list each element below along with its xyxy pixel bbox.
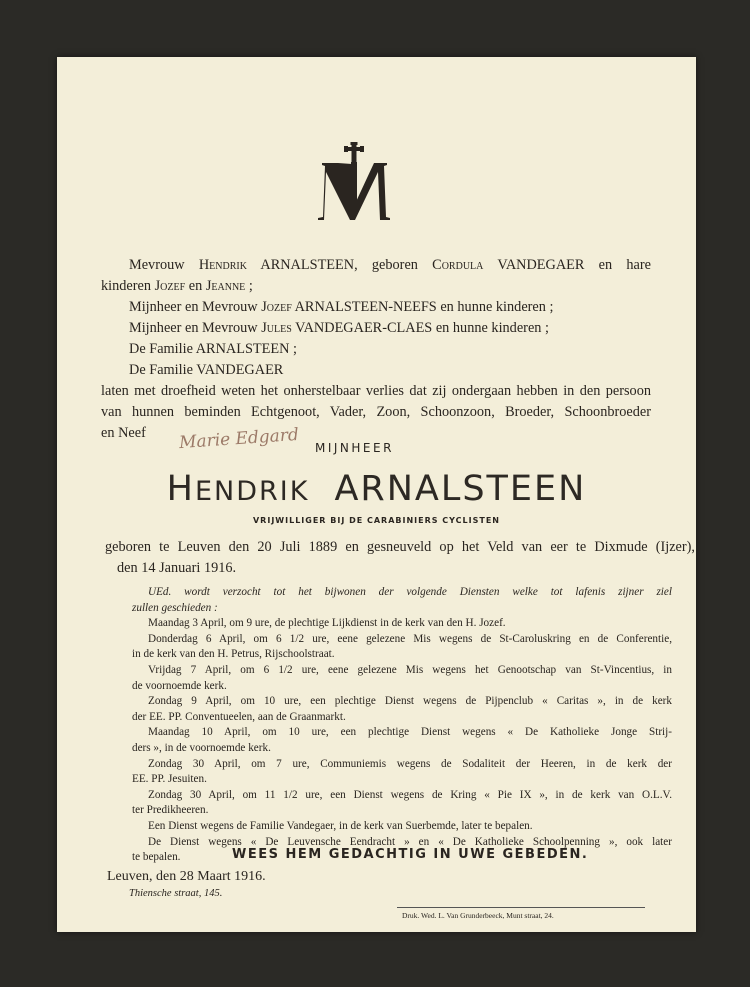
service-line: de voornoemde kerk. (132, 679, 227, 692)
intro-segment: VANDEGAER en hare (483, 257, 651, 273)
service-line: Vrijdag 7 April, om 6 1/2 ure, eene gelezene Mis wegens het Genootschap van St-Vincentius, in (148, 663, 672, 676)
marian-monogram-icon (314, 142, 394, 222)
service-line: De Dienst wegens « De Leuvensche Eendracht » en « De Katholieke Schoolpenning », ook later (148, 835, 672, 848)
intro-segment: Hendrik (198, 257, 247, 273)
intro-line (101, 381, 651, 402)
divider (397, 907, 645, 908)
intro-segment: Jozef (154, 278, 186, 294)
intro-segment: ARNALSTEEN, geboren (246, 257, 433, 273)
memorial-card (57, 57, 696, 932)
intro-segment: VANDEGAER-CLAES en hunne kinderen ; (291, 320, 549, 336)
intro-line (129, 360, 283, 381)
intro-segment: Mijnheer en Mevrouw (129, 320, 262, 336)
handwritten-note: Marie Edgard (178, 424, 300, 454)
intro-segment: De Familie VANDEGAER (129, 362, 284, 378)
intro-line (101, 276, 253, 297)
intro-segment: Jules (261, 320, 292, 336)
printer-credit: Druk. Wed. L. Van Grunderbeeck, Munt straat, 24. (402, 911, 554, 920)
intro-segment: Cordula (432, 257, 484, 273)
intro-segment: ; (245, 278, 253, 294)
prayer-line: WEES HEM GEDACHTIG IN UWE GEBEDEN. (232, 847, 589, 862)
intro-segment: Mevrouw (129, 257, 199, 273)
service-line: Zondag 9 April, om 10 ure, een plechtige Dienst wegens de Pijpenclub « Caritas », in de kerk (148, 695, 672, 708)
intro-segment: kinderen (101, 278, 155, 294)
intro-segment: Jozef (261, 299, 292, 315)
intro-segment: De Familie ARNALSTEEN ; (129, 341, 297, 357)
service-line: Maandag 10 April, om 10 ure, een plechtige Dienst wegens « De Katholieke Jonge Strij- (148, 726, 672, 739)
invitation-line-1: UEd. wordt verzocht tot het bijwonen der volgende Diensten welke tot lafenis zijner ziel (148, 586, 672, 598)
intro-segment: van hunnen beminden Echtgenoot, Vader, Zoon, Schoonzoon, Broeder, Schoonbroeder (101, 404, 651, 420)
salutation: MIJNHEER (315, 441, 394, 455)
service-line: Zondag 30 April, om 11 1/2 ure, een Dienst wegens de Kring « Pie IX », in de kerk van O.L.V. (148, 788, 672, 801)
intro-segment: Mijnheer en Mevrouw (129, 299, 262, 315)
invitation-line-2: zullen geschieden : (132, 601, 218, 614)
address: Thiensche straat, 145. (129, 888, 223, 899)
service-line: Donderdag 6 April, om 6 1/2 ure, eene gelezene Mis wegens de St-Caroluskring en de Conferentie, (148, 632, 672, 645)
intro-line (129, 339, 297, 360)
service-line: te bepalen. (132, 851, 181, 864)
intro-segment: en Neef (101, 425, 146, 441)
deceased-name: HENDRIK ARNALSTEEN (166, 469, 587, 509)
service-line: in de kerk van den H. Petrus, Rijschoolstraat. (132, 648, 335, 661)
birth-line-1: geboren te Leuven den 20 Juli 1889 en gesneuveld op het Veld van eer te Dixmude (Ijzer), (105, 539, 695, 555)
intro-segment: laten met droefheid weten het onherstelbaar verlies dat zij ondergaan hebben in den persoon (101, 383, 651, 399)
intro-line (101, 423, 146, 444)
service-line: Maandag 3 April, om 9 ure, de plechtige Lijkdienst in de kerk van den H. Jozef. (148, 617, 506, 630)
birth-line-2: den 14 Januari 1916. (117, 560, 237, 576)
intro-segment: Jeanne (205, 278, 246, 294)
intro-line (129, 297, 553, 318)
service-line: Een Dienst wegens de Familie Vandegaer, in de kerk van Suerbemde, later te bepalen. (148, 819, 533, 832)
service-line: der EE. PP. Conventueelen, aan de Graanmarkt. (132, 710, 346, 723)
intro-segment: ARNALSTEEN-NEEFS en hunne kinderen ; (291, 299, 554, 315)
service-line: EE. PP. Jesuiten. (132, 773, 207, 786)
intro-line (129, 318, 549, 339)
place-date: Leuven, den 28 Maart 1916. (107, 869, 266, 884)
intro-line (129, 255, 651, 276)
service-line: ders », in de voornoemde kerk. (132, 741, 271, 754)
intro-line (101, 402, 651, 423)
rank-line: VRIJWILLIGER BIJ DE CARABINIERS CYCLISTEN (252, 516, 500, 525)
intro-segment: en (185, 278, 206, 294)
service-line: ter Predikheeren. (132, 804, 209, 817)
service-line: Zondag 30 April, om 7 ure, Communiemis wegens de Sodaliteit der Heeren, in de kerk der (148, 757, 672, 770)
services-block (132, 585, 672, 866)
